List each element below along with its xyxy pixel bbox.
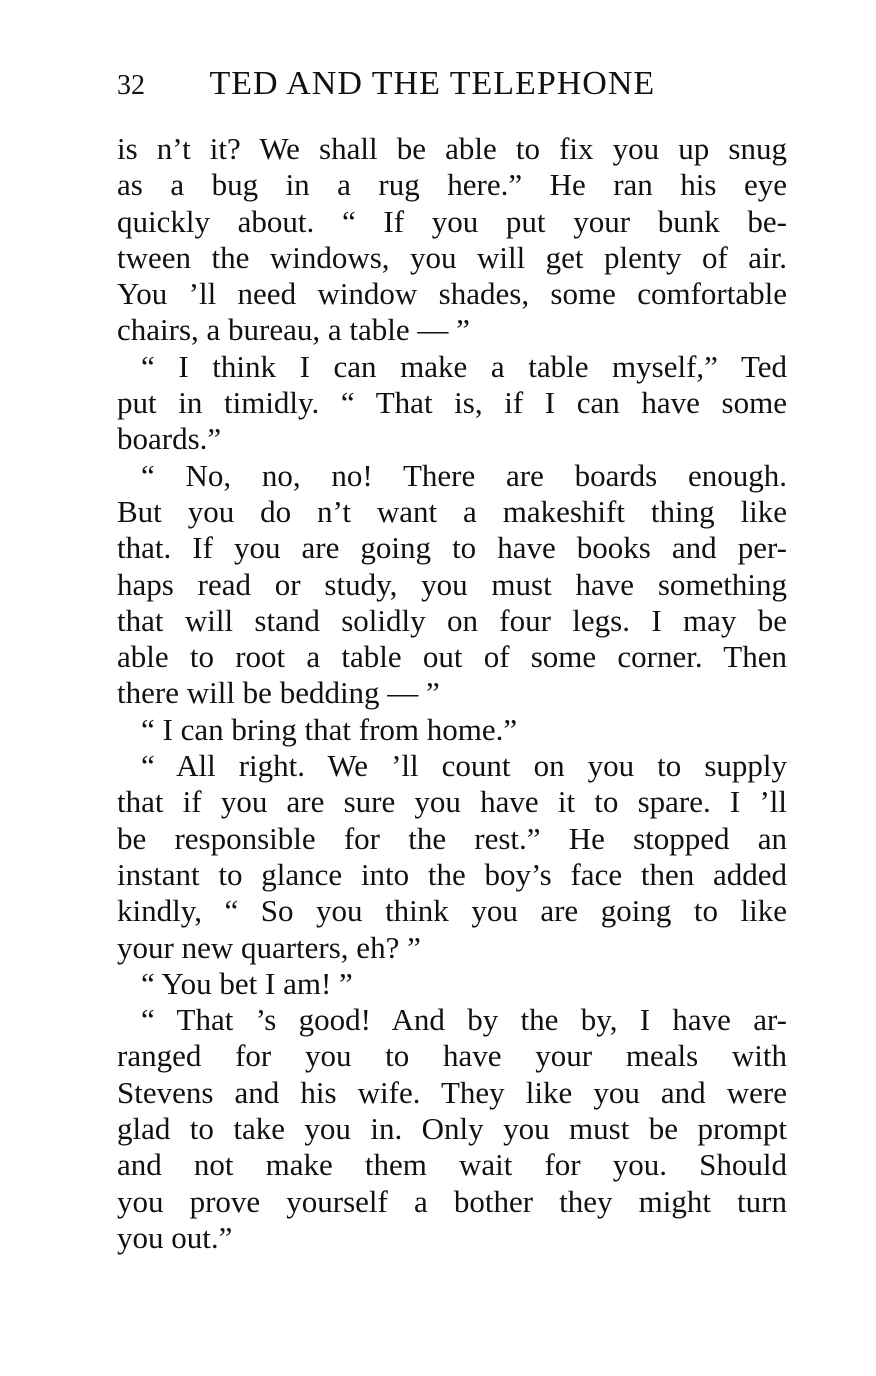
text-line: you prove yourself a bother they might turn — [117, 1183, 787, 1219]
text-line: “ I think I can make a table myself,” Ted — [141, 348, 787, 384]
text-line: “ You bet I am! ” — [141, 965, 353, 1001]
text-line: ranged for you to have your meals with — [117, 1038, 787, 1074]
text-line: as a bug in a rug here.” He ran his eye — [117, 167, 787, 203]
page-number: 32 — [117, 70, 145, 101]
text-line: there will be bedding — ” — [117, 675, 440, 711]
text-line: “ I can bring that from home.” — [141, 711, 518, 747]
text-line: “ That ’s good! And by the by, I have ar- — [141, 1002, 787, 1038]
text-line: able to root a table out of some corner. Then — [117, 639, 787, 675]
text-line: that. If you are going to have books and per- — [117, 530, 787, 566]
text-line: instant to glance into the boy’s face then added — [117, 856, 787, 892]
text-line: put in timidly. “ That is, if I can have some — [117, 385, 787, 421]
page-header — [117, 62, 797, 106]
text-line: you out.” — [117, 1219, 233, 1255]
body-text — [117, 131, 787, 1256]
text-line: is n’t it? We shall be able to fix you up snug — [117, 131, 787, 166]
text-line: your new quarters, eh? ” — [117, 929, 421, 965]
text-line: that if you are sure you have it to spare. I ’ll — [117, 784, 787, 820]
text-line: “ All right. We ’ll count on you to supply — [141, 748, 787, 784]
text-line: glad to take you in. Only you must be prompt — [117, 1111, 787, 1147]
text-line: be responsible for the rest.” He stopped an — [117, 820, 787, 856]
text-line: and not make them wait for you. Should — [117, 1147, 787, 1183]
text-line: kindly, “ So you think you are going to like — [117, 893, 787, 929]
text-line: quickly about. “ If you put your bunk be- — [117, 203, 787, 239]
text-line: Stevens and his wife. They like you and were — [117, 1074, 787, 1110]
text-line: chairs, a bureau, a table — ” — [117, 312, 470, 348]
running-head: TED AND THE TELEPHONE — [209, 65, 656, 102]
text-line: that will stand solidly on four legs. I may be — [117, 602, 787, 638]
text-line: tween the windows, you will get plenty of air. — [117, 239, 787, 275]
text-line: boards.” — [117, 421, 222, 457]
text-line: You ’ll need window shades, some comfortable — [117, 276, 787, 312]
text-line: “ No, no, no! There are boards enough. — [141, 457, 787, 493]
text-line: But you do n’t want a makeshift thing like — [117, 493, 787, 529]
text-line: haps read or study, you must have something — [117, 566, 787, 602]
